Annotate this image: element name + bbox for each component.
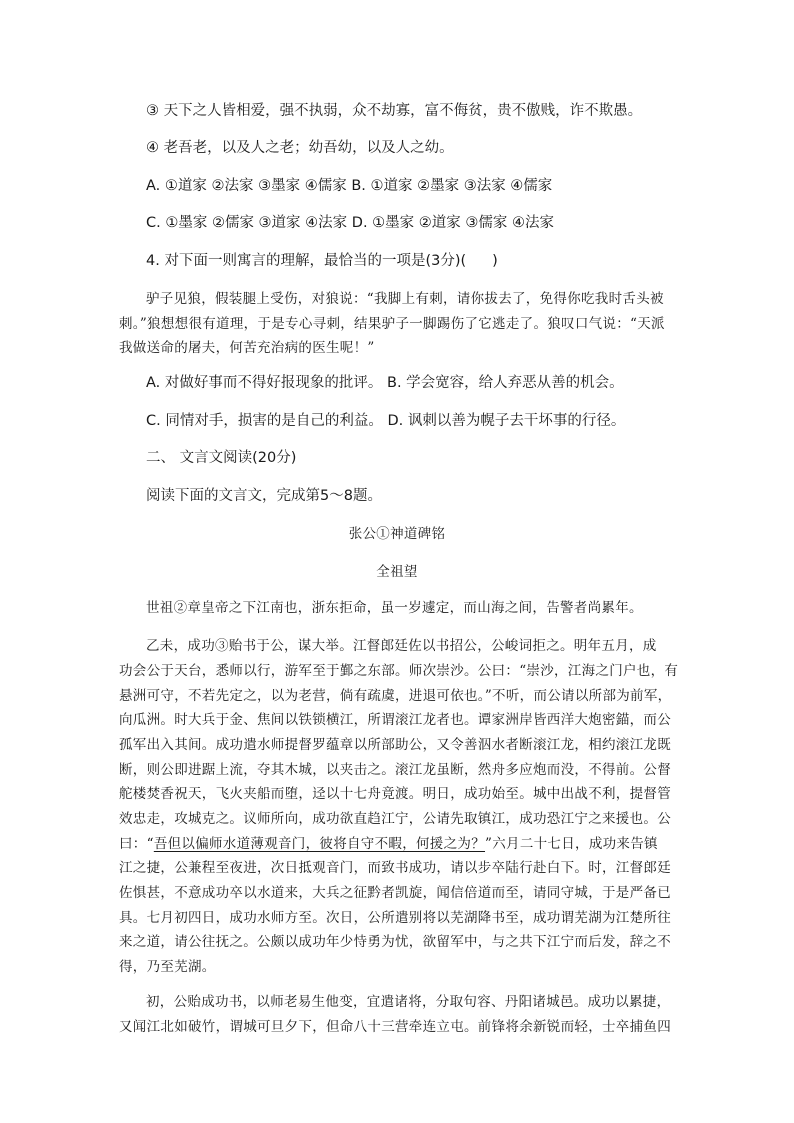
choice-ab: A. ①道家 ②法家 ③墨家 ④儒家 B. ①道家 ②墨家 ③法家 ④儒家 xyxy=(146,178,553,194)
option-4-text: ④ 老吾老，以及人之老；幼吾幼，以及人之幼。 xyxy=(146,140,454,156)
paragraph-1-line: 功会公于天台，悉师以行，游军至于鄞之东部。师次崇沙。公曰：“崇沙，江海之门户也，有 xyxy=(119,663,679,679)
line-end: ”六月二十七日，成功来告镇 xyxy=(485,836,658,852)
underlined-sentence: 吾但以偏师水道薄观音门，彼将自守不暇，何援之为？ xyxy=(153,836,486,852)
fable-line-3: 我做送命的屠夫，何苦充治病的医生呢！” xyxy=(119,340,375,356)
answer-ab: A. 对做好事而不得好报现象的批评。 B. 学会宽容，给人弃恶从善的机会。 xyxy=(146,375,624,391)
paragraph-1-line: 来之道，请公往抚之。公颇以成功年少恃勇为忧，欲留军中，与之共下江宁而后发，辞之不 xyxy=(119,934,671,950)
paragraph-2-line: 又闻江北如破竹，谓城可旦夕下，但命八十三营牵连立屯。前锋将余新锐而轻，士卒捕鱼四 xyxy=(119,1019,671,1035)
paragraph-1-line: 孤军出入其间。成功遣水师提督罗蕴章以所部助公，又令善泅水者断滚江龙，相约滚江龙既 xyxy=(119,737,671,753)
paragraph-1-line: 断，则公即进踞上流，夺其木城，以夹击之。滚江龙虽断，然舟多应炮而没，不得前。公督 xyxy=(119,762,671,778)
reading-instruction: 阅读下面的文言文，完成第5～8题。 xyxy=(146,488,382,504)
paragraph-2-line: 初，公贻成功书，以师老易生他变，宜遣诸将，分取句容、丹阳诸城邑。成功以累捷， xyxy=(146,994,671,1010)
passage-title: 张公①神道碑铭 xyxy=(348,526,446,542)
paragraph-1-line xyxy=(119,832,658,852)
choice-cd: C. ①墨家 ②儒家 ③道家 ④法家 D. ①墨家 ②道家 ③儒家 ④法家 xyxy=(146,215,554,231)
paragraph-1-line: 江之捷，公兼程至夜进，次日抵观音门，而致书成功，请以步卒陆行赴白下。时，江督郎廷 xyxy=(119,860,671,876)
paragraph-1-line: 乙未，成功③贻书于公，谋大举。江督郎廷佐以书招公，公峻词拒之。明年五月，成 xyxy=(146,638,657,654)
answer-cd: C. 同情对手，损害的是自己的利益。 D. 讽刺以善为幌子去干坏事的行径。 xyxy=(146,413,626,429)
paragraph-1-line: 向瓜洲。时大兵于金、焦间以铁锁横江，所谓滚江龙者也。谭家洲岸皆西洋大炮密錨，而公 xyxy=(119,712,671,728)
paragraph-1-line: 舵楼焚香祝天，飞火夹船而堕，迳以十七舟竟渡。明日，成功始至。城中出战不利，提督管 xyxy=(119,786,671,802)
fable-line-2: 刺。”狼想想很有道理，于是专心寻刺，结果驴子一脚踢伤了它逃走了。狼叹口气说：“天派 xyxy=(119,316,665,332)
section-heading: 二、 文言文阅读(20分) xyxy=(146,450,297,466)
paragraph-1-line: 得，乃至芜湖。 xyxy=(119,959,216,975)
question-4-close: ) xyxy=(492,253,498,269)
option-3-text: ③ 天下之人皆相爱，强不执弱，众不劫寡，富不侮贫，贵不傲贱，诈不欺愚。 xyxy=(146,103,643,119)
fable-line-1: 驴子见狼，假装腿上受伤，对狼说：“我脚上有刺，请你拔去了，免得你吃我时舌头被 xyxy=(146,291,664,307)
paragraph-1-line: 具。七月初四日，成功水师方至。次日，公所遣别将以芜湖降书至，成功谓芜湖为江楚所往 xyxy=(119,910,671,926)
question-4 xyxy=(146,249,498,270)
passage-author: 全祖望 xyxy=(376,564,418,580)
paragraph-1-line: 效忠走，攻城克之。议师所向，成功欲直趋江宁，公请先取镇江，成功恐江宁之来援也。公 xyxy=(119,811,671,827)
paragraph-1-line: 佐惧甚，不意成功卒以水道来，大兵之征黔者凯旋，闻信倍道而至，请同守城，于是严备已 xyxy=(119,885,671,901)
question-4-text: 4. 对下面一则寓言的理解，最恰当的一项是(3分)( xyxy=(146,253,467,269)
paragraph-1-line: 悬洲可守，不若先定之，以为老营，倘有疏虞，进退可依也。”不听，而公请以所部为前军， xyxy=(119,688,672,704)
passage-intro: 世祖②章皇帝之下江南也，浙东拒命，虽一岁遽定，而山海之间，告警者尚累年。 xyxy=(146,600,643,616)
line-start: 曰：“ xyxy=(119,836,154,852)
